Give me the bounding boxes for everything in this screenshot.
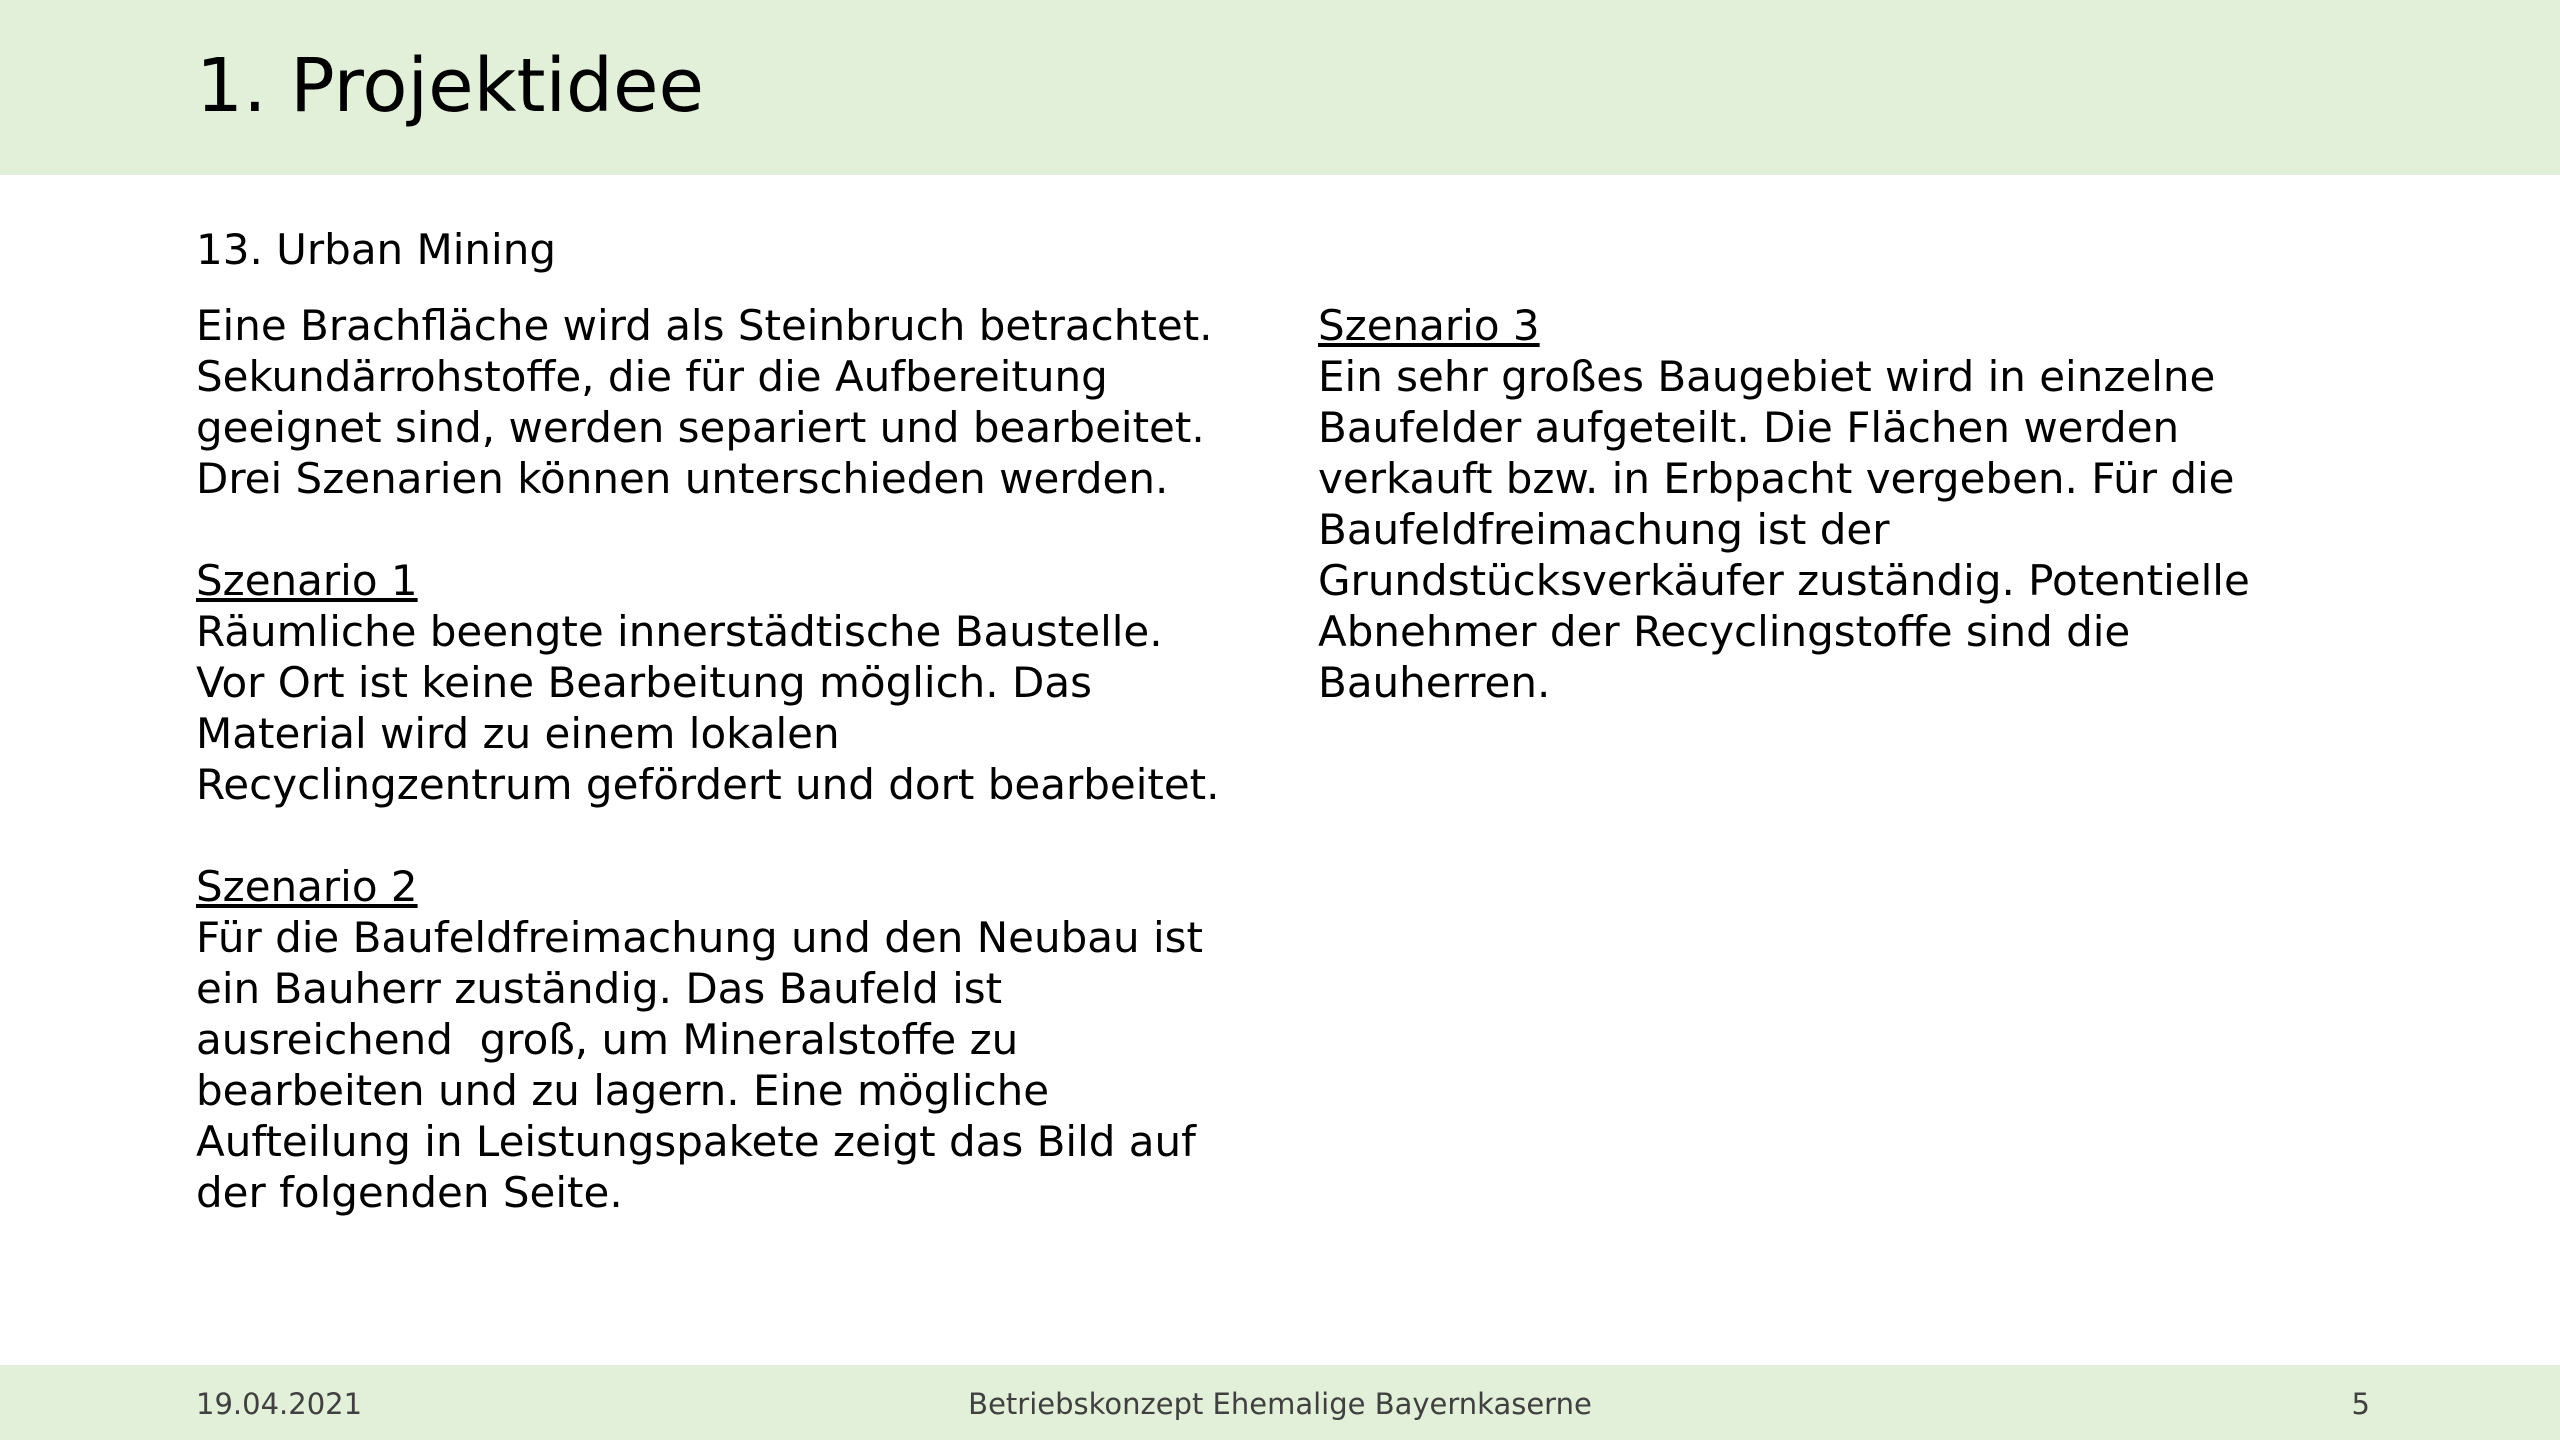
page-number: 5 — [2351, 1387, 2370, 1421]
intro-line: Eine Brachfläche wird als Steinbruch betrachtet. — [196, 301, 1213, 350]
scenario-1-line: Recyclingzentrum gefördert und dort bearbeitet. — [196, 760, 1220, 809]
scenario-3-line: Abnehmer der Recyclingstoffe sind die — [1318, 607, 2131, 656]
scenario-2-heading: Szenario 2 — [196, 862, 418, 911]
left-column — [196, 300, 1276, 1218]
scenario-2-line: ein Bauherr zuständig. Das Baufeld ist — [196, 964, 1003, 1013]
scenario-2-line: der folgenden Seite. — [196, 1168, 623, 1217]
scenario-1-line: Räumliche beengte innerstädtische Baustelle. — [196, 607, 1163, 656]
scenario-3-line: Grundstücksverkäufer zuständig. Potentielle — [1318, 556, 2250, 605]
paragraph-gap — [196, 810, 1276, 861]
intro-line: Sekundärrohstoffe, die für die Aufbereitung — [196, 352, 1108, 401]
footer-date: 19.04.2021 — [196, 1387, 363, 1421]
intro-line: Drei Szenarien können unterschieden werden. — [196, 454, 1169, 503]
scenario-3-heading: Szenario 3 — [1318, 301, 1540, 350]
paragraph-gap — [196, 504, 1276, 555]
intro-paragraph — [196, 300, 1276, 504]
scenario-2-line: ausreichend groß, um Mineralstoffe zu — [196, 1015, 1019, 1064]
scenario-1-paragraph — [196, 555, 1276, 810]
scenario-2-line: Aufteilung in Leistungspakete zeigt das Bild auf — [196, 1117, 1196, 1166]
scenario-3-paragraph — [1318, 300, 2398, 708]
scenario-3-line: Bauherren. — [1318, 658, 1551, 707]
scenario-3-line: verkauft bzw. in Erbpacht vergeben. Für die — [1318, 454, 2235, 503]
scenario-3-line: Baufelder aufgeteilt. Die Flächen werden — [1318, 403, 2180, 452]
scenario-3-line: Baufeldfreimachung ist der — [1318, 505, 1890, 554]
footer-title: Betriebskonzept Ehemalige Bayernkaserne — [968, 1387, 1592, 1421]
right-column — [1318, 300, 2398, 708]
scenario-1-line: Vor Ort ist keine Bearbeitung möglich. Das — [196, 658, 1092, 707]
scenario-3-line: Ein sehr großes Baugebiet wird in einzelne — [1318, 352, 2216, 401]
scenario-2-paragraph — [196, 861, 1276, 1218]
scenario-2-line: bearbeiten und zu lagern. Eine mögliche — [196, 1066, 1050, 1115]
scenario-1-line: Material wird zu einem lokalen — [196, 709, 840, 758]
scenario-1-heading: Szenario 1 — [196, 556, 418, 605]
section-subtitle: 13. Urban Mining — [196, 225, 556, 274]
scenario-2-line: Für die Baufeldfreimachung und den Neubau ist — [196, 913, 1203, 962]
slide-title: 1. Projektidee — [196, 43, 705, 129]
intro-line: geeignet sind, werden separiert und bearbeitet. — [196, 403, 1205, 452]
